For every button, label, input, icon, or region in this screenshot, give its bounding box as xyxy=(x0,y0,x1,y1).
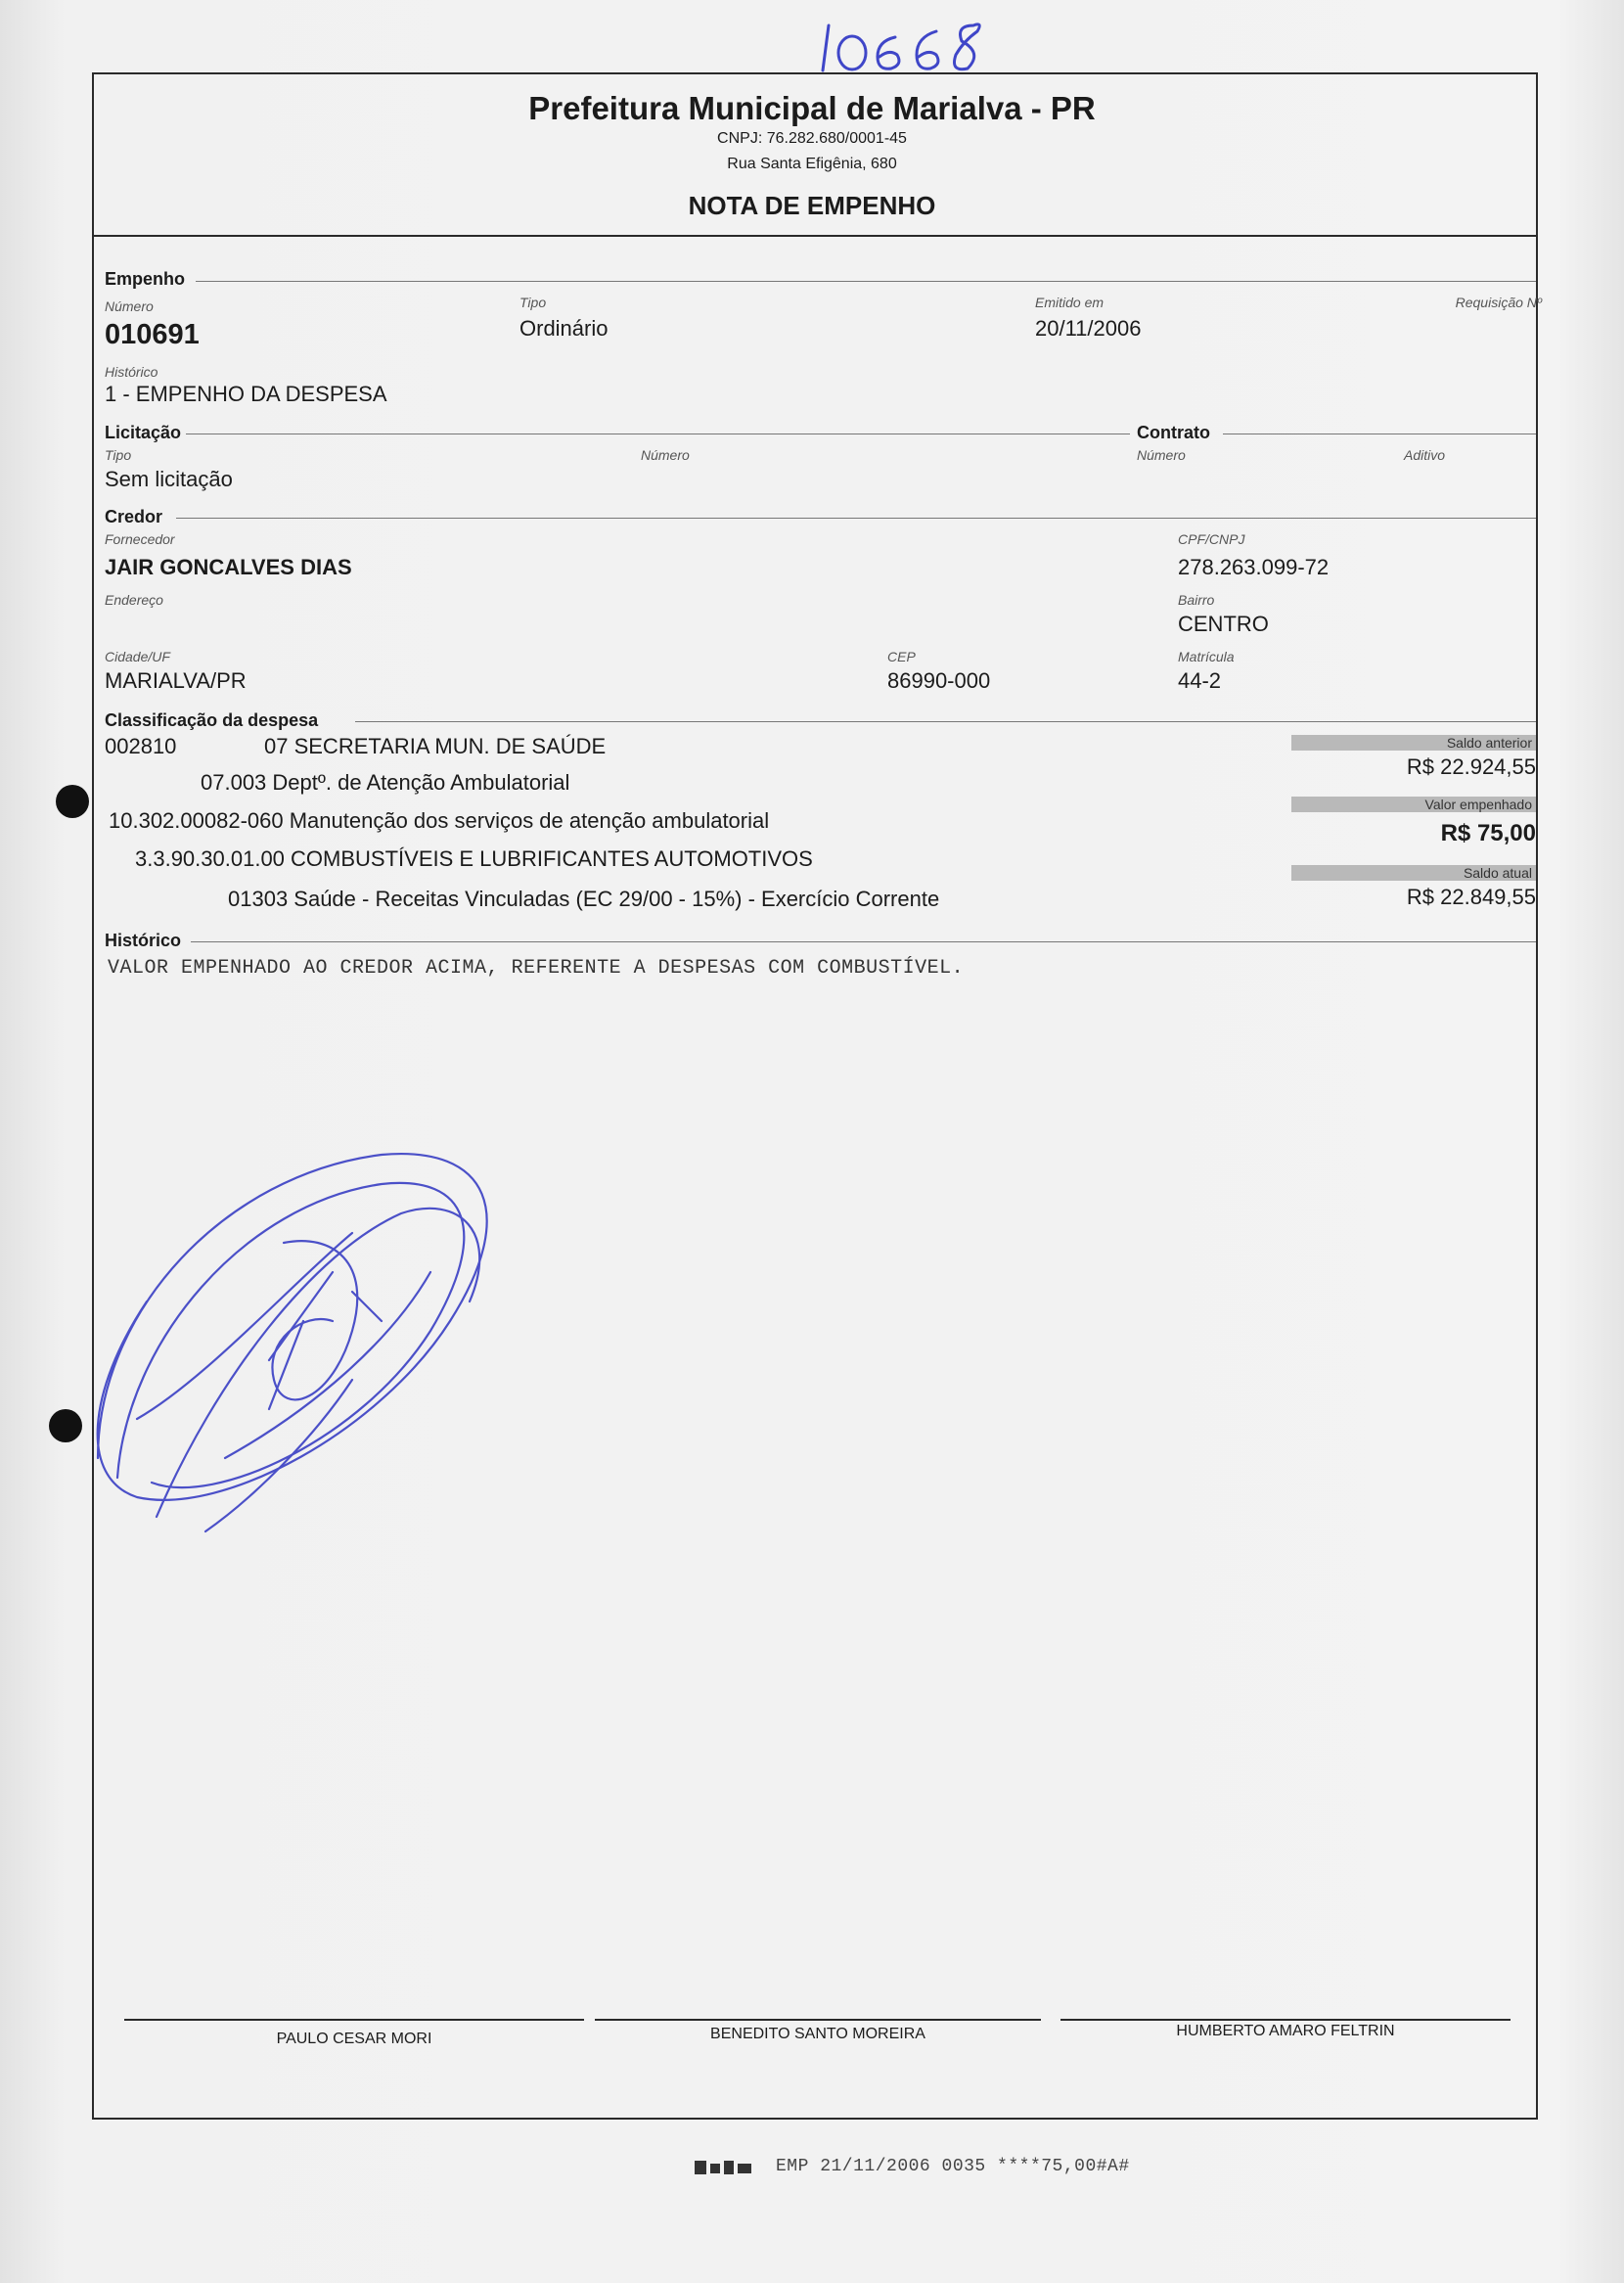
handwritten-signature xyxy=(59,1086,567,1536)
label-numero: Número xyxy=(105,298,154,314)
saldo-anterior-bar xyxy=(1291,735,1536,751)
label-cep: CEP xyxy=(887,649,916,664)
label-historico: Histórico xyxy=(105,364,158,380)
municipality-title: Prefeitura Municipal de Marialva - PR xyxy=(528,90,1096,126)
signature-name: BENEDITO SANTO MOREIRA xyxy=(710,2026,925,2042)
credor-cidade: MARIALVA/PR xyxy=(105,668,247,693)
credor-cpf: 278.263.099-72 xyxy=(1178,555,1330,579)
section-contrato: Contrato xyxy=(1137,423,1210,442)
label-cpf: CPF/CNPJ xyxy=(1178,531,1245,547)
empenho-number: 010691 xyxy=(105,319,200,350)
section-rule xyxy=(176,518,1536,519)
handwritten-number-stamp xyxy=(817,14,993,74)
signature-name: PAULO CESAR MORI xyxy=(276,2031,432,2047)
binder-hole-top xyxy=(56,785,89,818)
classificacao-secretaria: 07 SECRETARIA MUN. DE SAÚDE xyxy=(264,734,607,758)
label-valor-empenhado: Valor empenhado xyxy=(1424,797,1532,812)
label-aditivo: Aditivo xyxy=(1404,447,1446,463)
historico-text: VALOR EMPENHADO AO CREDOR ACIMA, REFERENTE A DESPESAS COM COMBUSTÍVEL. xyxy=(108,957,965,980)
signature-line xyxy=(1060,2019,1511,2021)
classificacao-fonte: 01303 Saúde - Receitas Vinculadas (EC 29/00 - 15%) - Exercício Corrente xyxy=(228,887,940,911)
credor-name: JAIR GONCALVES DIAS xyxy=(105,555,352,579)
label-licitacao-numero: Número xyxy=(641,447,690,463)
valor-empenhado-value: R$ 75,00 xyxy=(1440,820,1536,846)
empenho-historico: 1 - EMPENHO DA DESPESA xyxy=(105,382,387,406)
label-licitacao-tipo: Tipo xyxy=(105,447,132,463)
label-matricula: Matrícula xyxy=(1178,649,1235,664)
classificacao-departamento: 07.003 Deptº. de Atenção Ambulatorial xyxy=(201,770,570,795)
label-requisicao: Requisição Nº xyxy=(1455,295,1542,310)
address-line: Rua Santa Efigênia, 680 xyxy=(727,156,897,172)
label-emitido: Emitido em xyxy=(1035,295,1105,310)
empenho-tipo: Ordinário xyxy=(519,316,609,341)
section-rule xyxy=(191,941,1536,942)
label-fornecedor: Fornecedor xyxy=(105,531,175,547)
label-contrato-numero: Número xyxy=(1137,447,1186,463)
signature-name: HUMBERTO AMARO FELTRIN xyxy=(1176,2023,1395,2039)
credor-matricula: 44-2 xyxy=(1178,668,1222,693)
section-rule xyxy=(196,281,1536,282)
saldo-anterior-value: R$ 22.924,55 xyxy=(1406,754,1536,779)
label-cidade: Cidade/UF xyxy=(105,649,170,664)
classificacao-projeto: 10.302.00082-060 Manutenção dos serviços de atenção ambulatorial xyxy=(109,808,770,833)
section-classificacao: Classificação da despesa xyxy=(105,710,319,730)
section-historico: Histórico xyxy=(105,931,182,950)
signature-line xyxy=(124,2019,584,2021)
section-licitacao: Licitação xyxy=(105,423,182,442)
classificacao-code: 002810 xyxy=(105,734,177,758)
header-divider xyxy=(94,235,1536,237)
licitacao-tipo: Sem licitação xyxy=(105,467,233,491)
cnpj-line: CNPJ: 76.282.680/0001-45 xyxy=(717,130,907,147)
section-credor: Credor xyxy=(105,507,163,526)
label-bairro: Bairro xyxy=(1178,592,1215,608)
saldo-atual-bar xyxy=(1291,865,1536,881)
document-title: NOTA DE EMPENHO xyxy=(688,191,936,220)
credor-bairro: CENTRO xyxy=(1178,612,1269,636)
label-saldo-anterior: Saldo anterior xyxy=(1446,735,1532,751)
valor-empenhado-bar xyxy=(1291,797,1536,812)
footer-authentication-stamp: EMP 21/11/2006 0035 ****75,00#A# xyxy=(776,2157,1130,2176)
section-rule xyxy=(355,721,1536,722)
bank-mark-icon xyxy=(695,2159,757,2181)
label-endereco: Endereço xyxy=(105,592,163,608)
saldo-atual-value: R$ 22.849,55 xyxy=(1406,885,1536,909)
classificacao-elemento: 3.3.90.30.01.00 COMBUSTÍVEIS E LUBRIFICANTES AUTOMOTIVOS xyxy=(135,846,813,871)
label-saldo-atual: Saldo atual xyxy=(1463,865,1532,881)
credor-cep: 86990-000 xyxy=(887,668,991,693)
signature-line xyxy=(595,2019,1041,2021)
section-empenho: Empenho xyxy=(105,269,186,289)
label-tipo: Tipo xyxy=(519,295,547,310)
empenho-date: 20/11/2006 xyxy=(1035,316,1142,341)
